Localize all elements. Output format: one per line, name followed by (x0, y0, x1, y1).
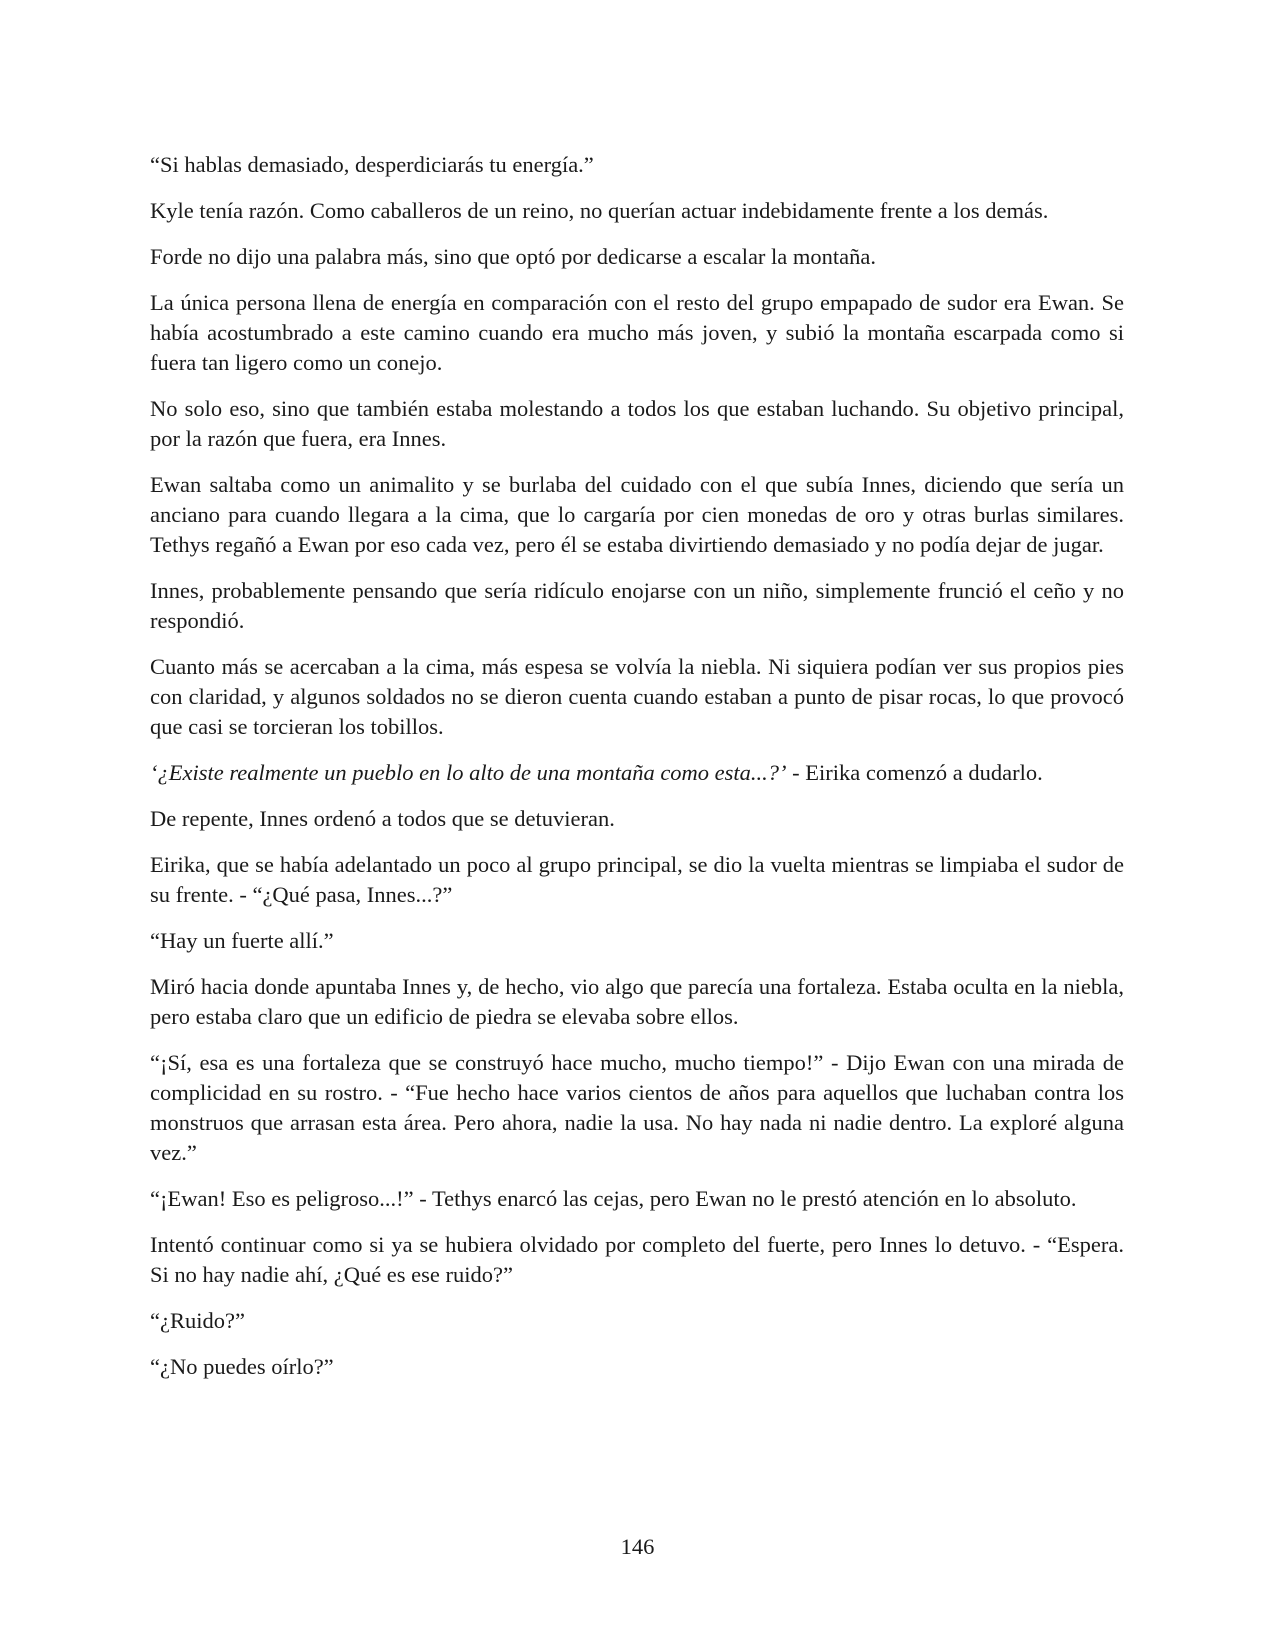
thought-paragraph (150, 758, 1124, 788)
body-text (150, 150, 1124, 1398)
paragraph: Miró hacia donde apuntaba Innes y, de hecho, vio algo que parecía una fortaleza. Estaba oculta en la niebla, pero estaba claro que un edificio de piedra se elevaba sobre ellos. (150, 974, 1124, 1029)
paragraph: Kyle tenía razón. Como caballeros de un reino, no querían actuar indebidamente frente a los demás. (150, 198, 1049, 223)
paragraph: Forde no dijo una palabra más, sino que optó por dedicarse a escalar la montaña. (150, 244, 877, 269)
paragraph: Cuanto más se acercaban a la cima, más espesa se volvía la niebla. Ni siquiera podían ver sus propios pies con claridad, y algunos soldados no se dieron cuenta cuando estaban a punto de pisar rocas, lo que provocó que casi se torcieran los tobillos. (150, 654, 1124, 739)
page-number: 146 (620, 1534, 655, 1559)
inner-thought: ‘¿Existe realmente un pueblo en lo alto de una montaña como esta...?’ (150, 760, 787, 785)
paragraph: “Hay un fuerte allí.” (150, 928, 334, 953)
paragraph: Innes, probablemente pensando que sería ridículo enojarse con un niño, simplemente frunció el ceño y no respondió. (150, 578, 1124, 633)
thought-narration: - Eirika comenzó a dudarlo. (786, 760, 1043, 785)
paragraph: La única persona llena de energía en comparación con el resto del grupo empapado de sudor era Ewan. Se había acostumbrado a este camino cuando era mucho más joven, y subió la montaña escarpada como si fuera tan ligero como un conejo. (150, 290, 1124, 375)
paragraph: “¿No puedes oírlo?” (150, 1354, 334, 1379)
paragraph: “¿Ruido?” (150, 1308, 245, 1333)
paragraph: Intentó continuar como si ya se hubiera olvidado por completo del fuerte, pero Innes lo detuvo. - “Espera. Si no hay nadie ahí, ¿Qué es ese ruido?” (150, 1232, 1124, 1287)
paragraph: No solo eso, sino que también estaba molestando a todos los que estaban luchando. Su objetivo principal, por la razón que fuera, era Innes. (150, 396, 1124, 451)
paragraph: Ewan saltaba como un animalito y se burlaba del cuidado con el que subía Innes, diciendo que sería un anciano para cuando llegara a la cima, que lo cargaría por cien monedas de oro y otras burlas similares. Tethys regañó a Ewan por eso cada vez, pero él se estaba divirtiendo demasiado y no podía dejar de jugar. (150, 472, 1124, 557)
paragraph: De repente, Innes ordenó a todos que se detuvieran. (150, 806, 615, 831)
paragraph: “¡Ewan! Eso es peligroso...!” - Tethys enarcó las cejas, pero Ewan no le prestó atención en lo absoluto. (150, 1186, 1077, 1211)
paragraph: Eirika, que se había adelantado un poco al grupo principal, se dio la vuelta mientras se limpiaba el sudor de su frente. - “¿Qué pasa, Innes...?” (150, 852, 1124, 907)
paragraph: “¡Sí, esa es una fortaleza que se construyó hace mucho, mucho tiempo!” - Dijo Ewan con una mirada de complicidad en su rostro. - “Fue hecho hace varios cientos de años para aquellos que luchaban contra los monstruos que arrasan esta área. Pero ahora, nadie la usa. No hay nada ni nadie dentro. La exploré alguna vez.” (150, 1050, 1124, 1165)
paragraph: “Si hablas demasiado, desperdiciarás tu energía.” (150, 152, 594, 177)
